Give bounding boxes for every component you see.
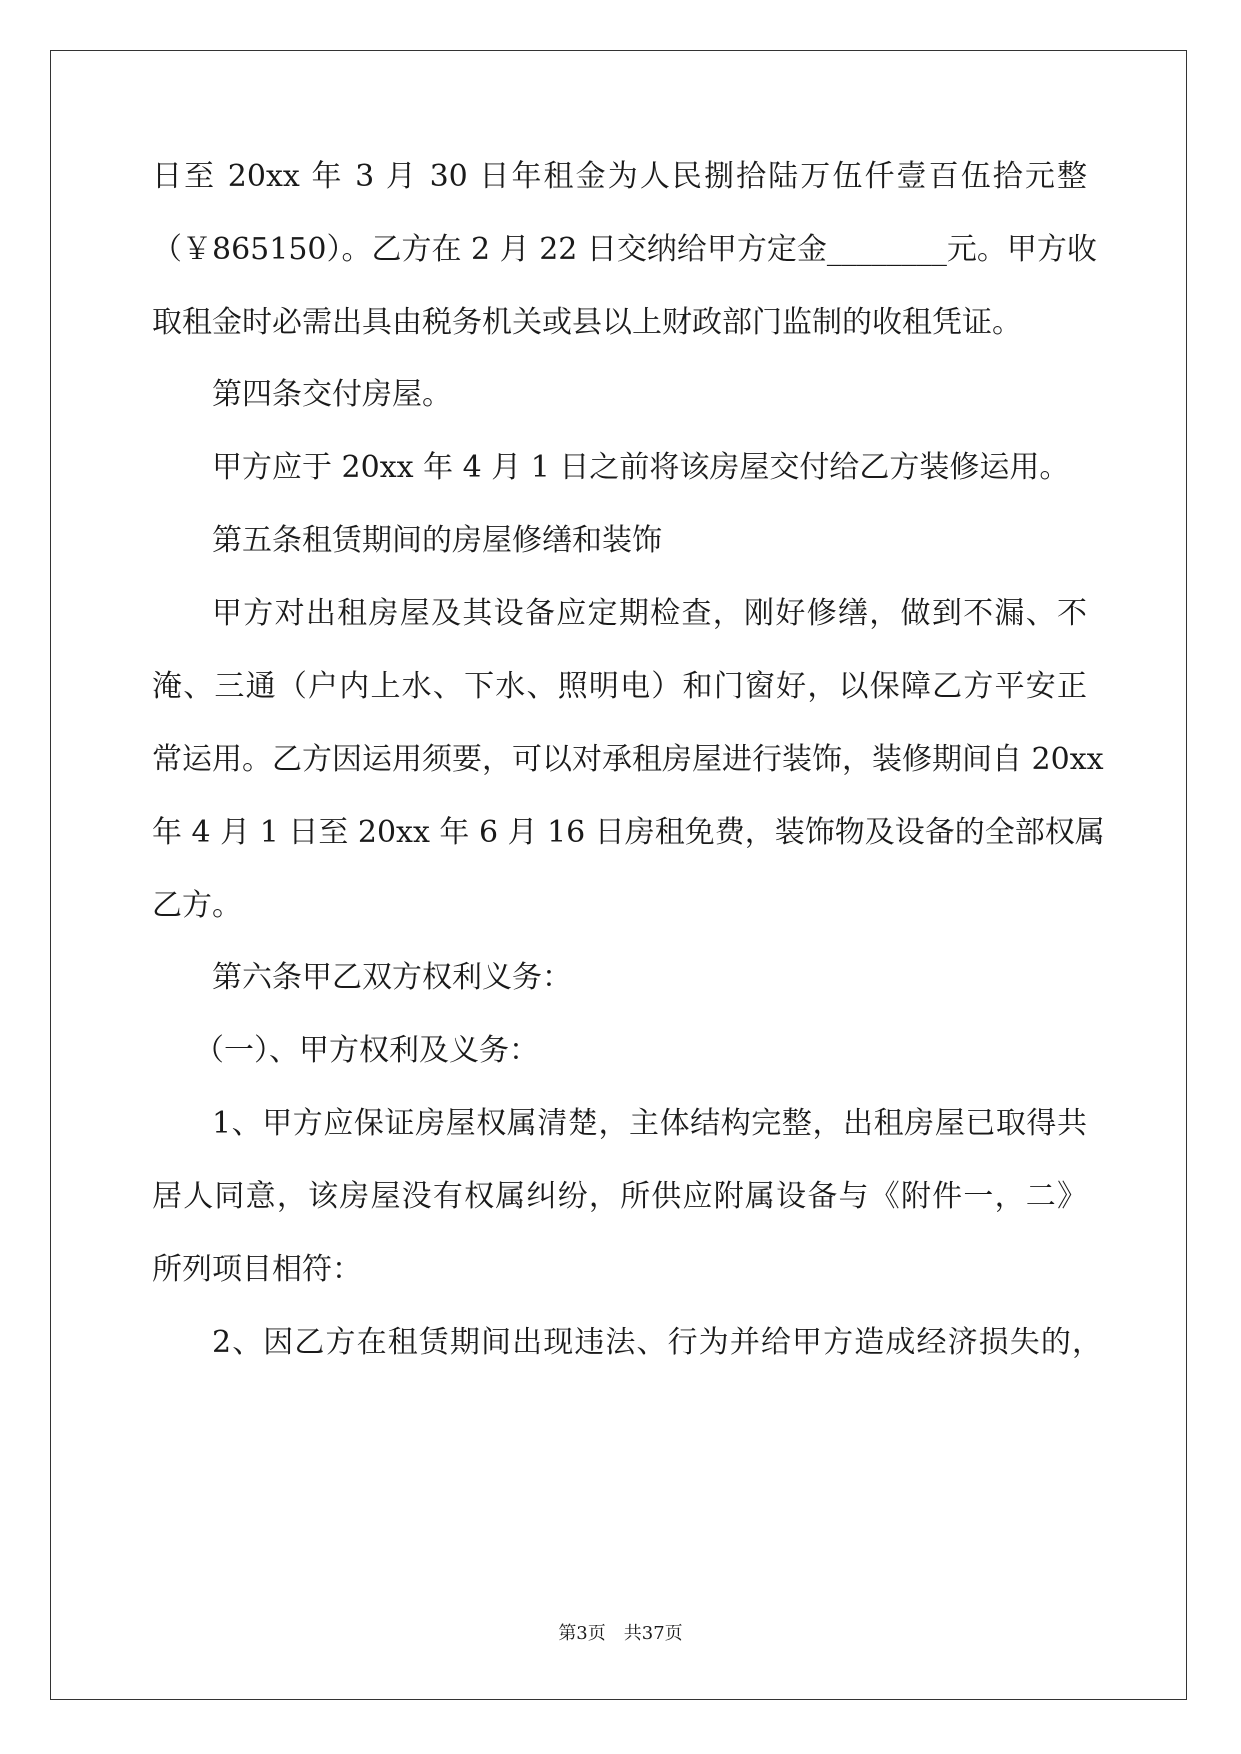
text-line: 常运用。乙方因运用须要，可以对承租房屋进行装饰，装修期间自 20xx — [152, 742, 1104, 777]
text-line: 居人同意，该房屋没有权属纠纷，所供应附属设备与《附件一，二》 — [152, 1179, 1087, 1214]
text-line: 日至 20xx 年 3 月 30 日年租金为人民捌拾陆万伍仟壹百伍拾元整 — [152, 159, 1087, 194]
section-heading: 第五条租赁期间的房屋修缮和装饰 — [212, 523, 662, 558]
text-line: 2、因乙方在租赁期间出现违法、行为并给甲方造成经济损失的， — [212, 1325, 1102, 1360]
text-line: （￥865150）。乙方在 2 月 22 日交纳给甲方定金________元。甲方收 — [152, 232, 1097, 267]
page-total: 共37页 — [623, 1623, 683, 1644]
subsection-heading: （一）、甲方权利及义务： — [194, 1033, 539, 1068]
section-heading: 第六条甲乙双方权利义务： — [212, 960, 572, 995]
text-line: 取租金时必需出具由税务机关或县以上财政部门监制的收租凭证。 — [152, 305, 1022, 340]
text-line: 年 4 月 1 日至 20xx 年 6 月 16 日房租免费，装饰物及设备的全部权属 — [152, 815, 1105, 850]
text-line: 淹、三通（户内上水、下水、照明电）和门窗好，以保障乙方平安正 — [152, 669, 1087, 704]
section-heading: 第四条交付房屋。 — [212, 377, 452, 412]
text-line: 甲方对出租房屋及其设备应定期检查，刚好修缮，做到不漏、不 — [212, 596, 1087, 631]
text-line: 乙方。 — [152, 888, 242, 923]
text-line: 所列项目相符： — [152, 1252, 362, 1287]
page-footer — [0, 1622, 1241, 1646]
text-line: 甲方应于 20xx 年 4 月 1 日之前将该房屋交付给乙方装修运用。 — [212, 450, 1070, 485]
page-border — [50, 50, 1187, 1700]
page-number: 第3页 — [558, 1623, 606, 1644]
text-line: 1、甲方应保证房屋权属清楚，主体结构完整，出租房屋已取得共 — [212, 1106, 1087, 1141]
